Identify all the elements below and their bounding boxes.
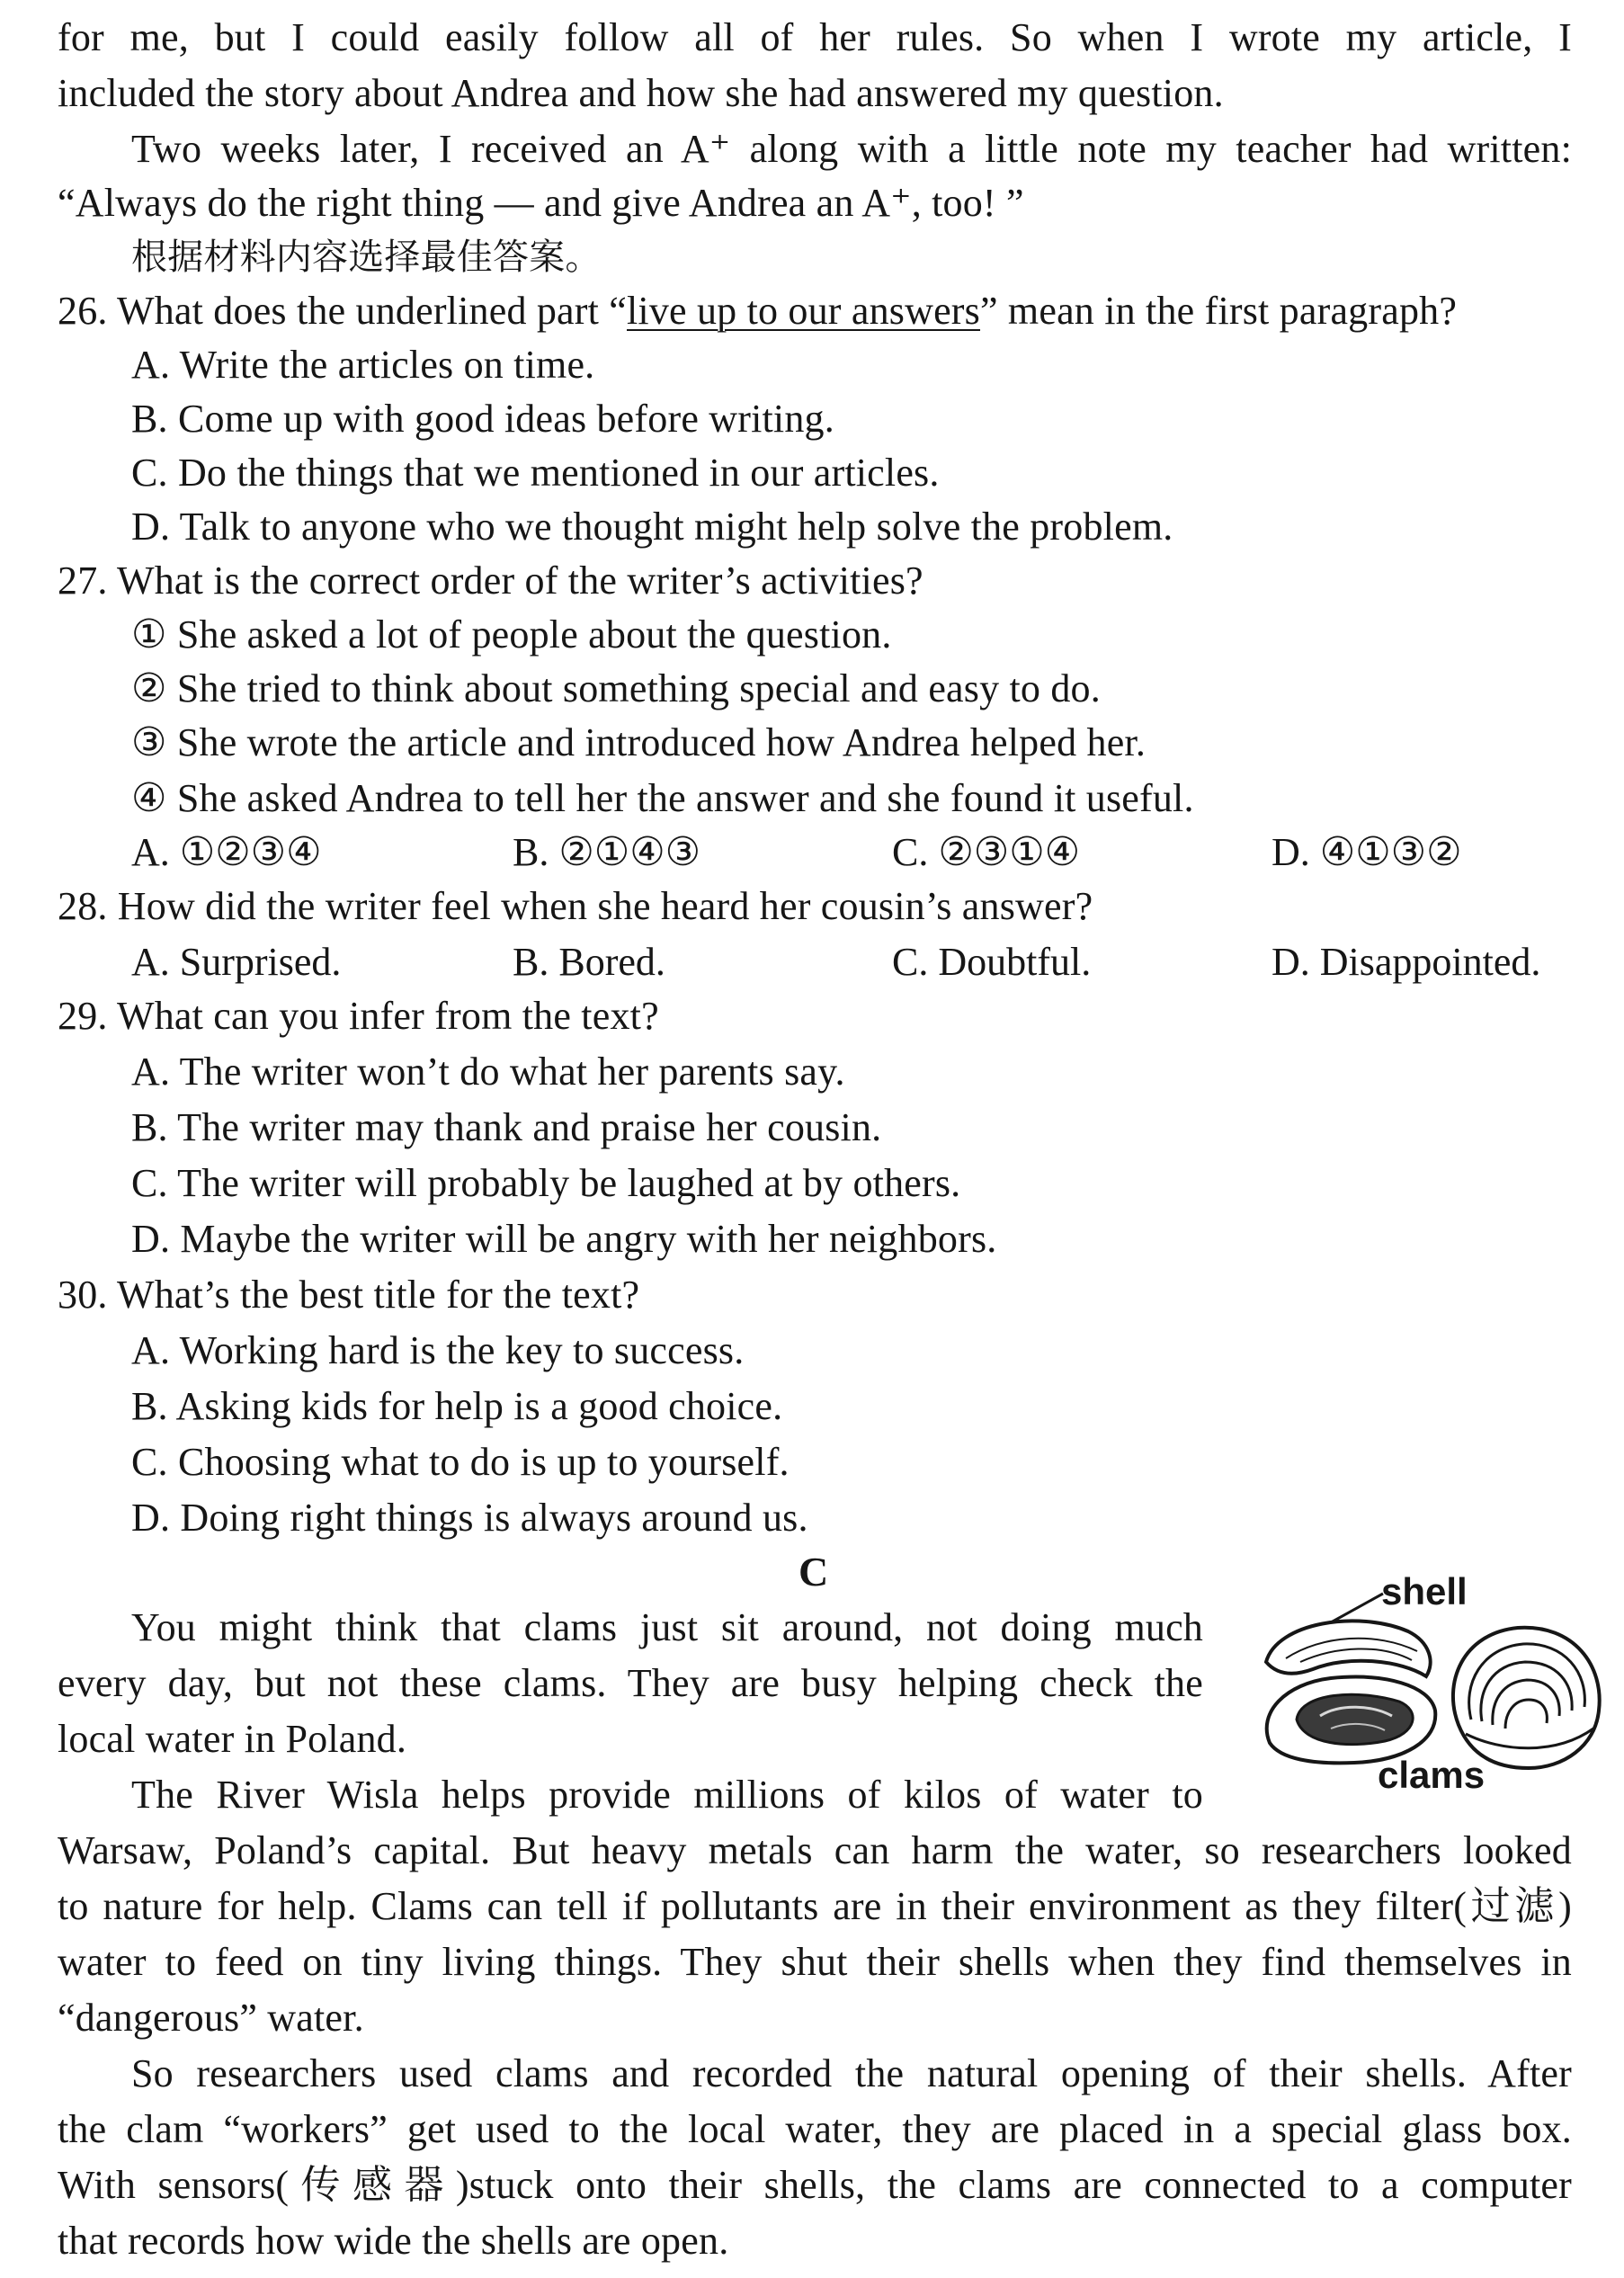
passage-c-p2-line-1: The River Wisla helps provide millions of kilos of water to	[131, 1773, 1203, 1817]
passage-c-p3-line-3: With sensors(传感器)stuck onto their shells, the clams are connected to a computer	[58, 2163, 1572, 2207]
question-27-item-2: ② She tried to think about something special and easy to do.	[131, 666, 1101, 710]
question-27-option-d: D. ④①③②	[1272, 830, 1462, 874]
question-30-option-a: A. Working hard is the key to success.	[131, 1328, 745, 1372]
question-26-stem-part-a: 26. What does the underlined part “	[58, 289, 627, 333]
figure-label-shell: shell	[1381, 1570, 1468, 1612]
passage-c-p3-line-4: that records how wide the shells are open.	[58, 2219, 729, 2263]
passage-c-p1-line-3: local water in Poland.	[58, 1717, 407, 1761]
question-29-option-c: C. The writer will probably be laughed at by others.	[131, 1161, 961, 1205]
question-28-option-d: D. Disappointed.	[1272, 940, 1541, 984]
question-28-stem: 28. How did the writer feel when she heard her cousin’s answer?	[58, 884, 1093, 928]
question-27-option-a: A. ①②③④	[131, 830, 322, 874]
passage-b-line-1: for me, but I could easily follow all of her rules. So when I wrote my article, I	[58, 15, 1572, 59]
figure-label-clams: clams	[1378, 1754, 1486, 1796]
question-28-option-c: C. Doubtful.	[892, 940, 1092, 984]
question-30-stem: 30. What’s the best title for the text?	[58, 1273, 640, 1317]
question-29-stem: 29. What can you infer from the text?	[58, 994, 659, 1038]
question-27-option-c: C. ②③①④	[892, 830, 1081, 874]
question-30-option-c: C. Choosing what to do is up to yourself.	[131, 1440, 790, 1484]
open-clam-body	[1297, 1694, 1413, 1744]
passage-c-p3-line-1: So researchers used clams and recorded the natural opening of their shells. After	[131, 2051, 1572, 2095]
passage-b-line-3: Two weeks later, I received an A⁺ along with a little note my teacher had written:	[131, 127, 1572, 171]
question-29-option-a: A. The writer won’t do what her parents say.	[131, 1050, 845, 1094]
question-26-stem	[58, 286, 1457, 336]
question-26-option-d: D. Talk to anyone who we thought might help solve the problem.	[131, 505, 1173, 549]
passage-c-p2-line-2: Warsaw, Poland’s capital. But heavy metals can harm the water, so researchers looked	[58, 1828, 1572, 1872]
passage-b-line-2: included the story about Andrea and how she had answered my question.	[58, 71, 1224, 115]
question-30-option-b: B. Asking kids for help is a good choice.	[131, 1384, 783, 1428]
question-27-stem: 27. What is the correct order of the writer’s activities?	[58, 558, 924, 603]
question-26-option-a: A. Write the articles on time.	[131, 343, 595, 387]
instruction-text: 根据材料内容选择最佳答案。	[131, 237, 602, 278]
question-27-item-4: ④ She asked Andrea to tell her the answer and she found it useful.	[131, 776, 1194, 820]
question-29-option-b: B. The writer may thank and praise her cousin.	[131, 1105, 882, 1149]
passage-b-line-4: “Always do the right thing — and give Andrea an A⁺, too! ”	[58, 181, 1024, 225]
passage-c-p2-line-5: “dangerous” water.	[58, 1996, 364, 2040]
passage-c-p2-line-4: water to feed on tiny living things. They shut their shells when they find themselves in	[58, 1940, 1572, 1984]
passage-c-heading: C	[799, 1549, 829, 1595]
question-26-underlined-phrase: live up to our answers	[627, 289, 980, 333]
question-27-item-1: ① She asked a lot of people about the question.	[131, 612, 892, 657]
question-26-option-b: B. Come up with good ideas before writing.	[131, 397, 834, 441]
question-26-option-c: C. Do the things that we mentioned in our articles.	[131, 451, 940, 495]
question-28-option-a: A. Surprised.	[131, 940, 342, 984]
question-29-option-d: D. Maybe the writer will be angry with her neighbors.	[131, 1217, 997, 1261]
question-27-option-b: B. ②①④③	[513, 830, 701, 874]
passage-c-p2-line-3: to nature for help. Clams can tell if pollutants are in their environment as they filter(过滤)	[58, 1884, 1572, 1928]
passage-c-p1-line-2: every day, but not these clams. They are busy helping check the	[58, 1661, 1203, 1705]
question-26-stem-part-b: ” mean in the first paragraph?	[980, 289, 1458, 333]
question-28-option-b: B. Bored.	[513, 940, 665, 984]
passage-c-p3-line-2: the clam “workers” get used to the local water, they are placed in a special glass box.	[58, 2107, 1572, 2151]
question-30-option-d: D. Doing right things is always around us.	[131, 1496, 808, 1540]
passage-c-p1-line-1: You might think that clams just sit around, not doing much	[131, 1605, 1203, 1649]
closed-clam	[1453, 1628, 1600, 1768]
question-27-item-3: ③ She wrote the article and introduced how Andrea helped her.	[131, 720, 1147, 764]
